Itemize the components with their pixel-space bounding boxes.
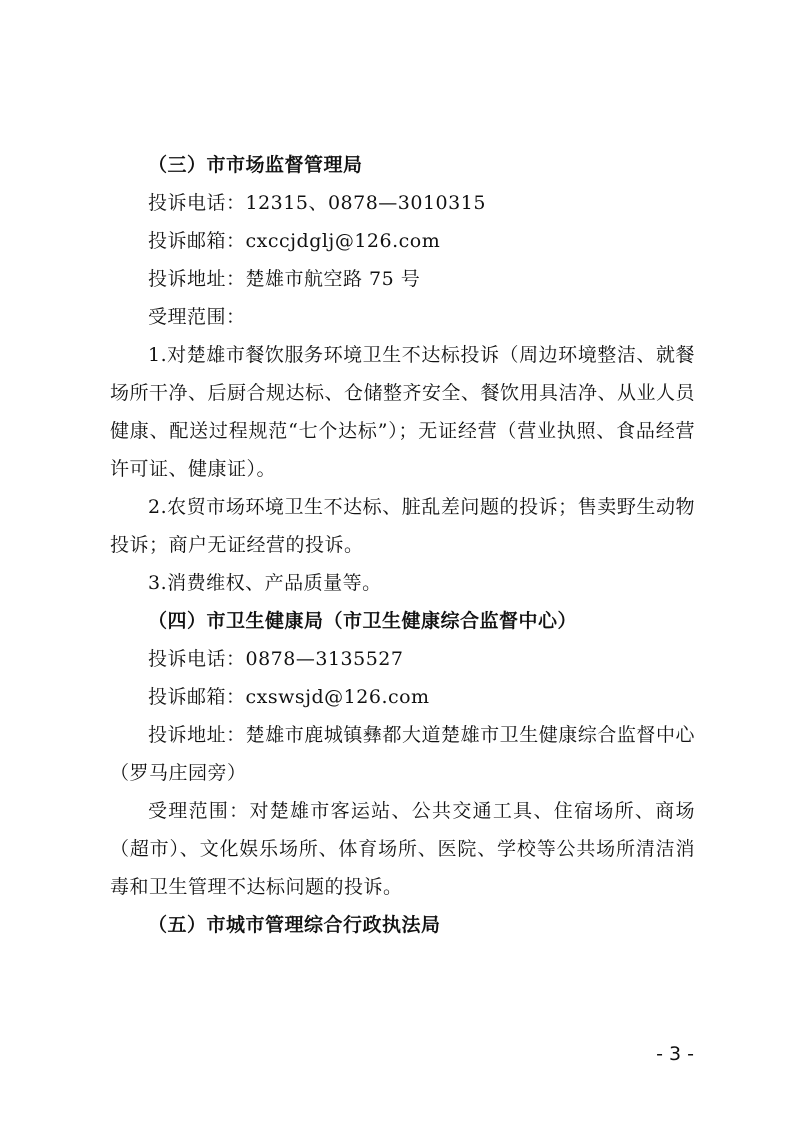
- scope-item: 2.农贸市场环境卫生不达标、脏乱差问题的投诉；售卖野生动物投诉；商户无证经营的投诉。: [110, 496, 695, 556]
- section-heading: （五）市城市管理综合行政执法局: [148, 914, 441, 936]
- complaint-address: 投诉地址：楚雄市航空路 75 号: [148, 268, 421, 290]
- section-heading: （四）市卫生健康局（市卫生健康综合监督中心）: [148, 610, 578, 632]
- scope-text: 受理范围：对楚雄市客运站、公共交通工具、住宿场所、商场（超市）、文化娱乐场所、体育场所、医院、学校等公共场所清洁消毒和卫生管理不达标问题的投诉。: [110, 800, 695, 898]
- scope-label: 受理范围：: [148, 306, 246, 328]
- section-heading: （三）市市场监督管理局: [148, 154, 363, 176]
- scope-item: 3.消费维权、产品质量等。: [148, 572, 382, 594]
- complaint-address: 投诉地址：楚雄市鹿城镇彝都大道楚雄市卫生健康综合监督中心（罗马庄园旁）: [110, 724, 695, 784]
- complaint-email: 投诉邮箱：cxswsjd@126.com: [148, 686, 430, 708]
- scope-item: 1.对楚雄市餐饮服务环境卫生不达标投诉（周边环境整洁、就餐场所干净、后厨合规达标、仓储整齐安全、餐饮用具洁净、从业人员健康、配送过程规范“七个达标”）；无证经营（营业执照、食品经营许可证、健康证）。: [110, 344, 696, 480]
- document-body: [110, 146, 695, 944]
- complaint-email: 投诉邮箱：cxccjdglj@126.com: [148, 230, 441, 252]
- complaint-phone: 投诉电话：0878—3135527: [148, 648, 404, 670]
- page-number: - 3 -: [656, 1043, 694, 1065]
- complaint-phone: 投诉电话：12315、0878—3010315: [148, 192, 486, 214]
